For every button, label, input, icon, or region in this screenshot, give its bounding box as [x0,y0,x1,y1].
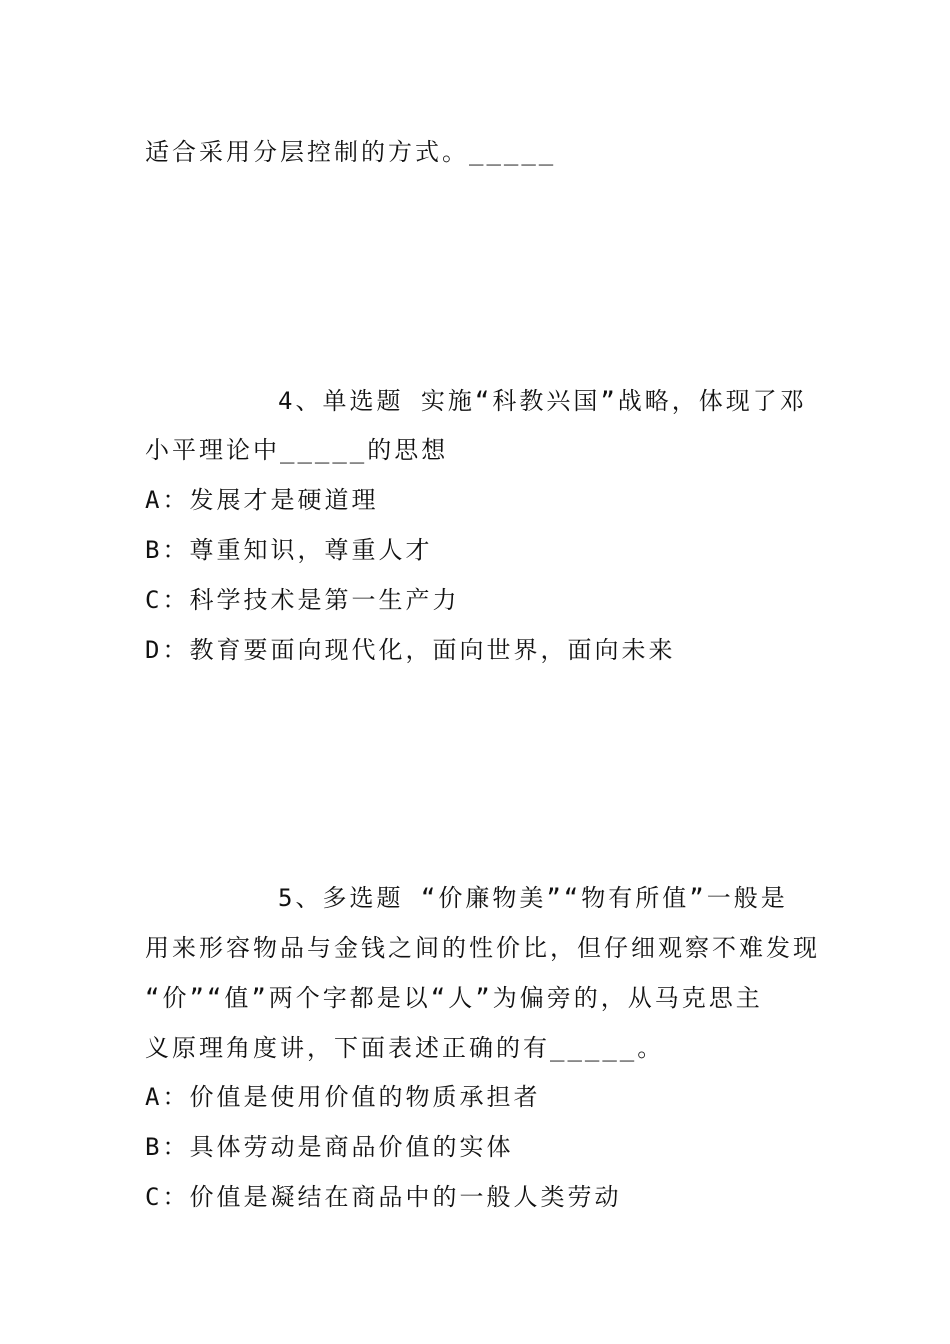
question-5-stem-line-3: “价”“值”两个字都是以“人”为偏旁的，从马克思主 [145,984,763,1012]
fragment-text: 适合采用分层控制的方式。_____ [145,138,557,166]
question-5-stem-line-4: 义原理角度讲，下面表述正确的有_____。 [145,1034,665,1062]
question-5-option-a: A：价值是使用价值的物质承担者 [145,1083,541,1111]
question-5-stem: 5、多选题 “价廉物美”“物有所值”一般是 [278,884,788,912]
question-4-option-d: D：教育要面向现代化，面向世界，面向未来 [145,636,676,664]
question-5-stem-line-2: 用来形容物品与金钱之间的性价比，但仔细观察不难发现 [145,934,820,962]
question-4-option-a: A：发展才是硬道理 [145,486,379,514]
question-4-option-c: C：科学技术是第一生产力 [145,586,460,614]
question-5-option-c: C：价值是凝结在商品中的一般人类劳动 [145,1183,622,1211]
question-5-option-b: B：具体劳动是商品价值的实体 [145,1133,514,1161]
question-4-stem-continued: 小平理论中_____的思想 [145,436,449,464]
question-4-stem: 4、单选题 实施“科教兴国”战略，体现了邓 [278,387,807,415]
question-4-option-b: B：尊重知识，尊重人才 [145,536,433,564]
